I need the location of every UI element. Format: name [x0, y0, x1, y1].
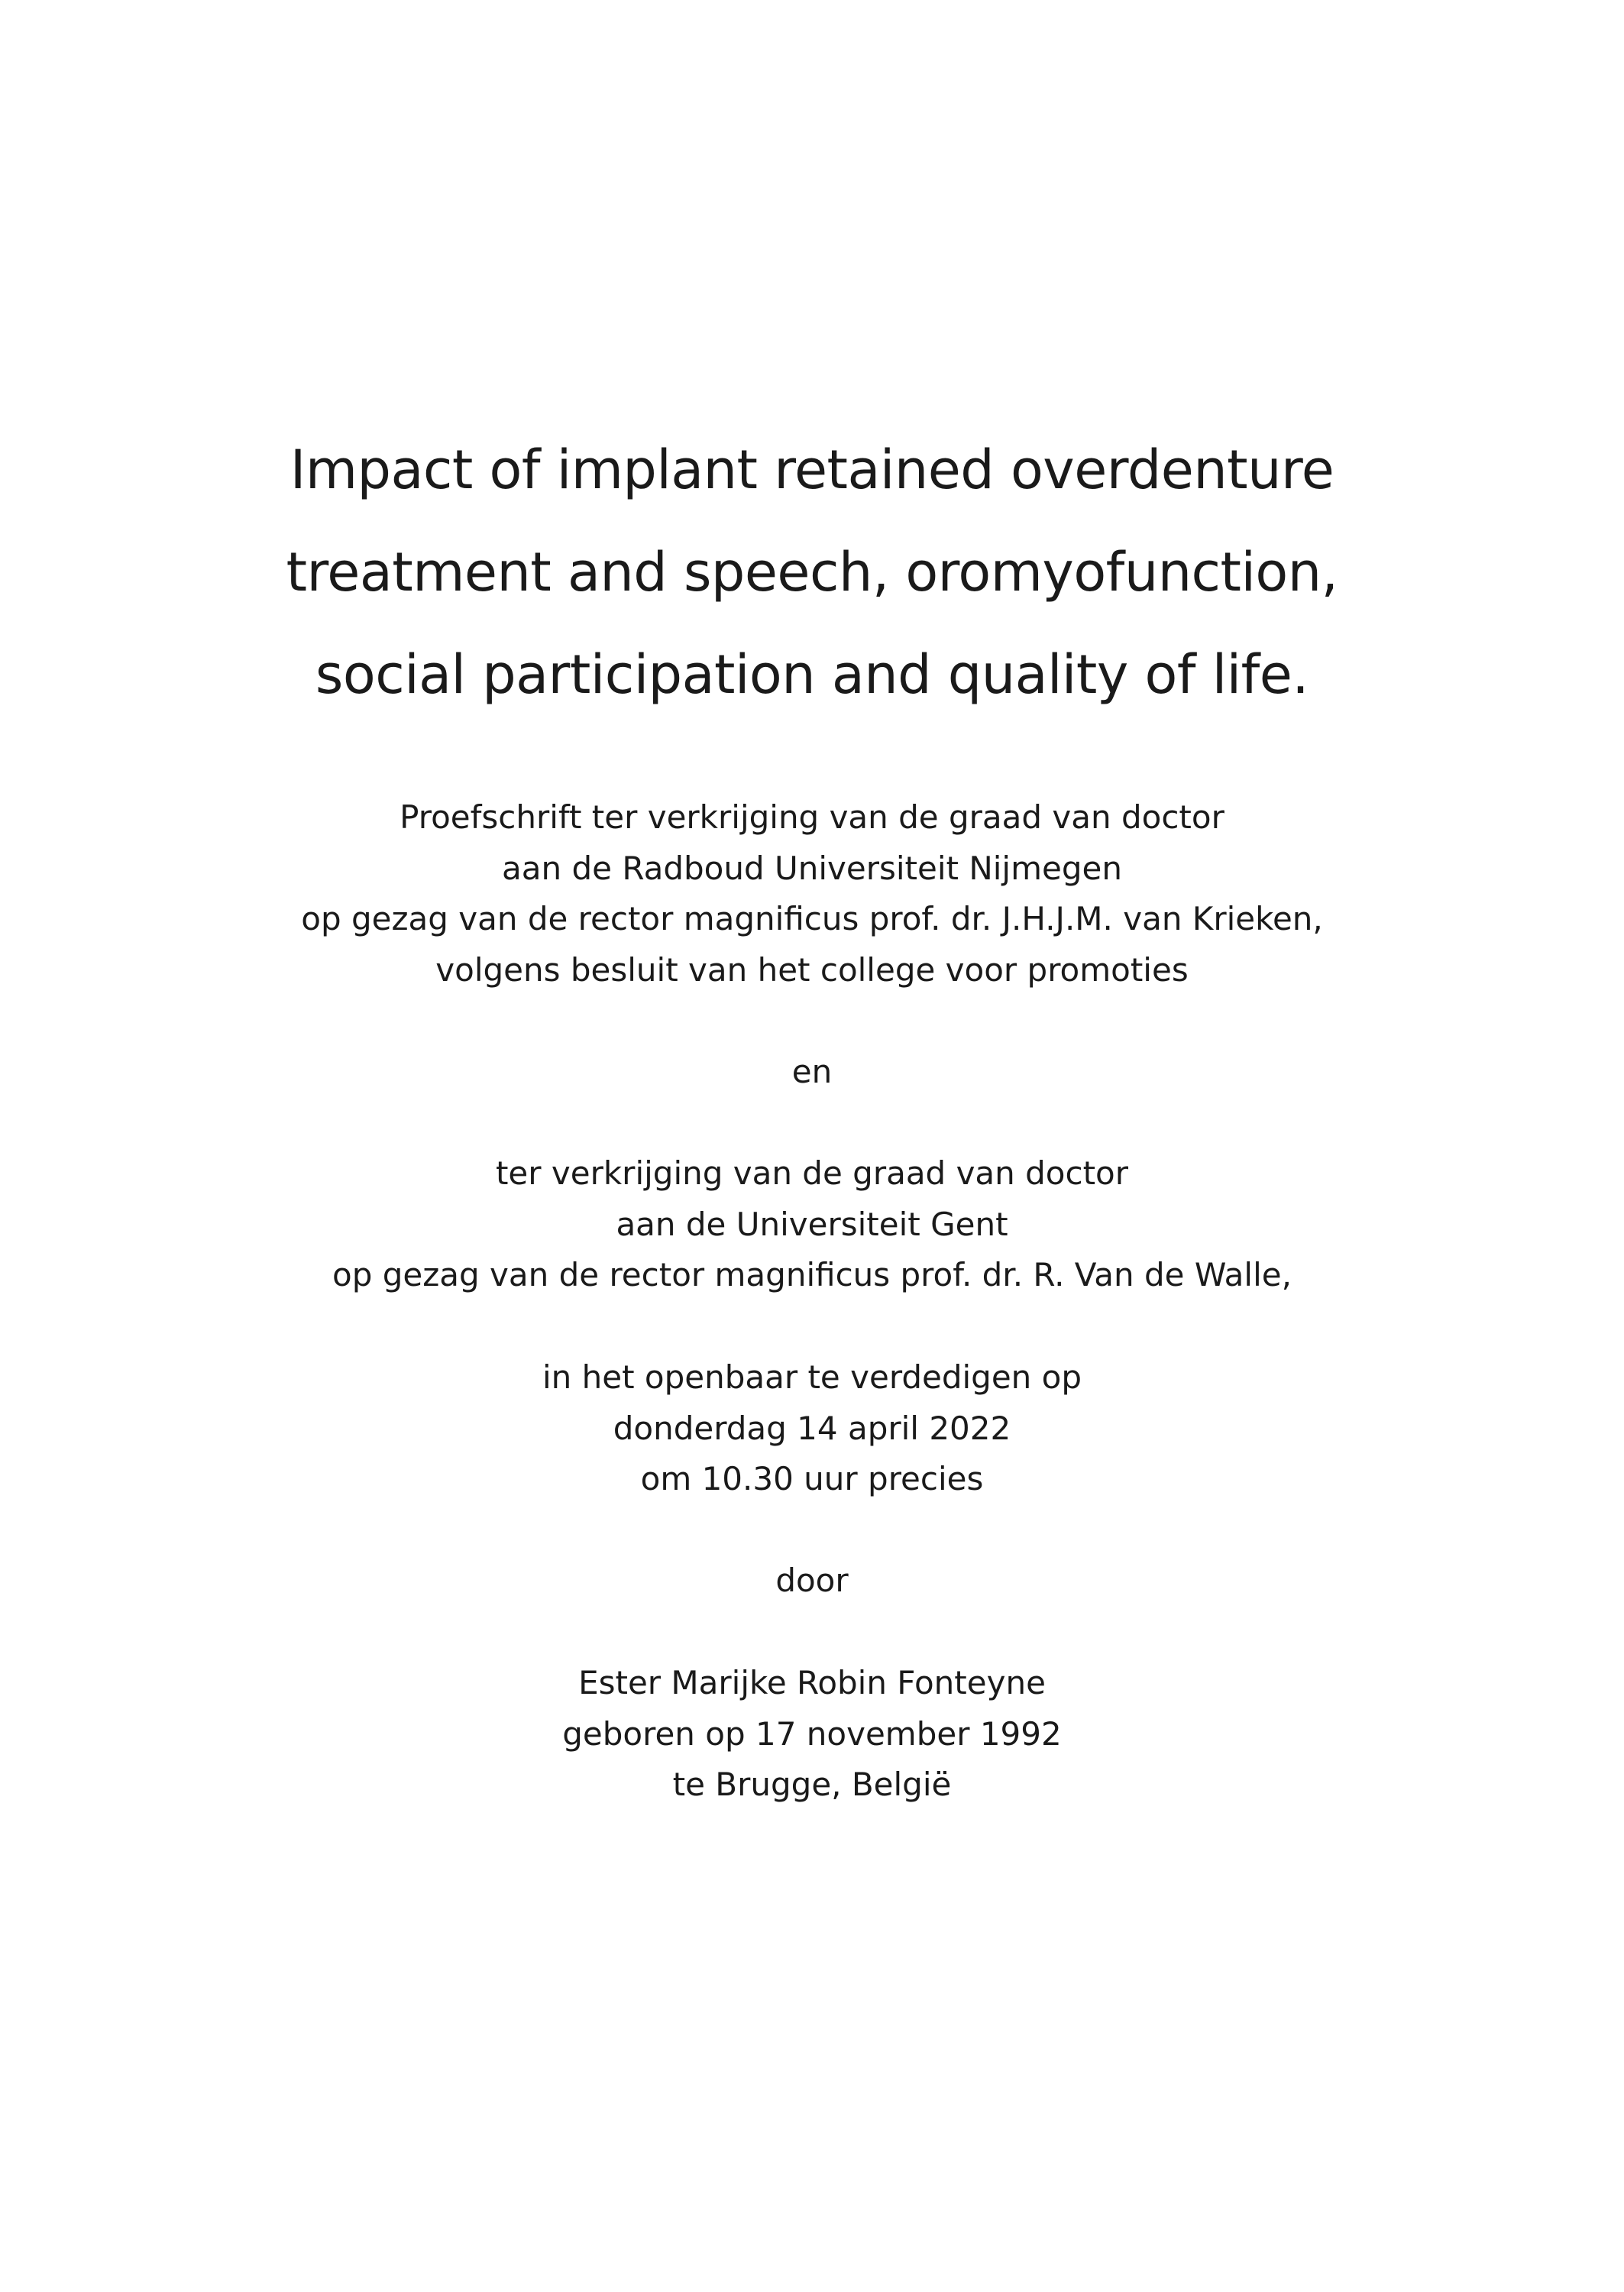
gent-degree-statement	[0, 1148, 1624, 1301]
author-name: Ester Marijke Robin Fonteyne	[578, 1664, 1046, 1701]
thesis-title-line: social participation and quality of life.	[315, 643, 1309, 706]
statement-line: op gezag van de rector magnificus prof. dr. R. Van de Walle,	[332, 1256, 1292, 1294]
statement-line: Proefschrift ter verkrijging van de graad van doctor	[400, 798, 1224, 836]
conjunction-en	[0, 1047, 1624, 1098]
statement-line: aan de Radboud Universiteit Nijmegen	[502, 849, 1122, 887]
thesis-title	[0, 419, 1624, 726]
defense-details	[0, 1352, 1624, 1505]
author-details	[0, 1658, 1624, 1811]
defense-time: om 10.30 uur precies	[640, 1460, 984, 1498]
thesis-title-line: treatment and speech, oromyofunction,	[286, 541, 1338, 604]
statement-line: op gezag van de rector magnificus prof. dr. J.H.J.M. van Krieken,	[301, 900, 1323, 938]
defense-date: donderdag 14 april 2022	[613, 1409, 1011, 1447]
by-label	[0, 1556, 1624, 1607]
by-text: door	[775, 1562, 849, 1599]
thesis-title-line: Impact of implant retained overdenture	[290, 439, 1334, 501]
statement-line: aan de Universiteit Gent	[616, 1205, 1008, 1243]
defense-line: in het openbaar te verdedigen op	[542, 1358, 1082, 1396]
statement-line: ter verkrijging van de graad van doctor	[495, 1154, 1129, 1192]
author-birth-date: geboren op 17 november 1992	[562, 1714, 1062, 1753]
statement-line: volgens besluit van het college voor promoties	[435, 950, 1189, 989]
conjunction-text: en	[791, 1053, 833, 1090]
radboud-degree-statement	[0, 792, 1624, 995]
author-birth-place: te Brugge, België	[672, 1766, 952, 1804]
